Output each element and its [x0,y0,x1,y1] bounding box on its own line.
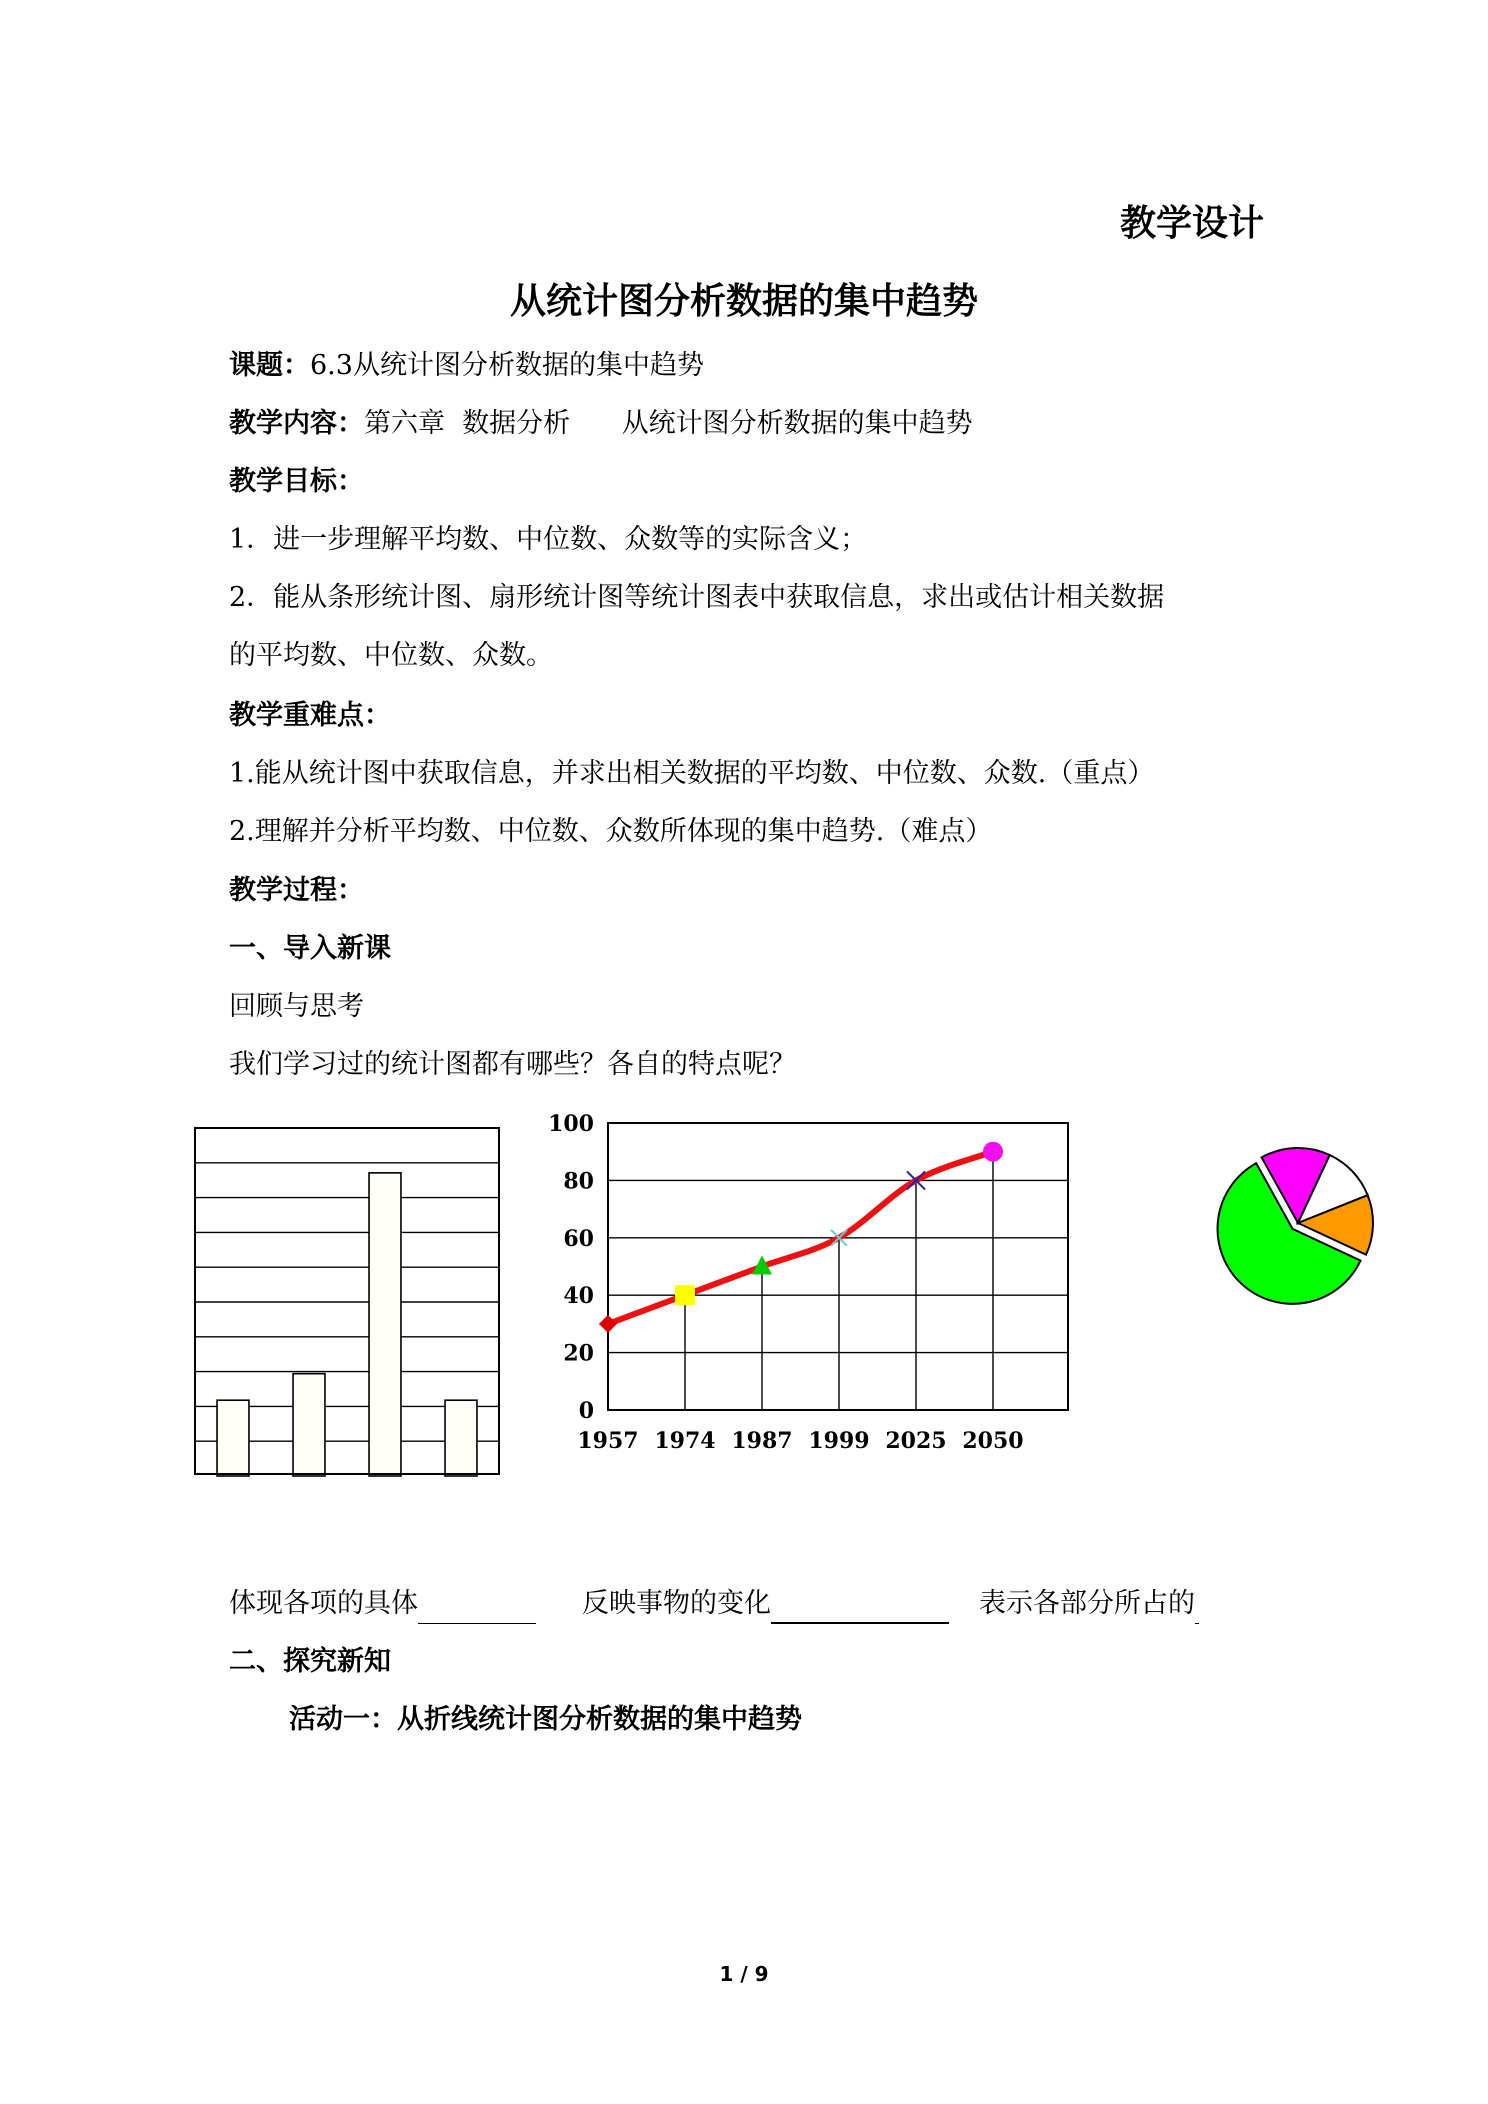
objective-item: 1．进一步理解平均数、中位数、众数等的实际含义； [229,524,868,555]
line-marker [983,1142,1003,1162]
line-chart [548,1105,1078,1465]
topic-value: 6.3从统计图分析数据的集中趋势 [310,350,704,381]
pie-chart [1200,1125,1400,1310]
bar [293,1374,325,1476]
topic-line [229,346,704,386]
topic-label: 课题： [229,350,310,381]
line-marker [599,1315,617,1333]
objective-item: 的平均数、中位数、众数。 [229,640,553,671]
y-tick-label: 60 [563,1225,594,1252]
section2-activity: 活动一：从折线统计图分析数据的集中趋势 [289,1704,802,1735]
y-tick-label: 40 [563,1283,594,1310]
objective-item: 2．能从条形统计图、扇形统计图等统计图表中获取信息，求出或估计相关数据 [229,582,1165,613]
fill-blank-line [229,1584,1199,1624]
x-tick-label: 2025 [885,1428,947,1454]
section1-question: 我们学习过的统计图都有哪些？各自的特点呢？ [229,1049,796,1080]
section1-sub: 回顾与思考 [229,991,364,1022]
keypoints-heading: 教学重难点： [229,700,391,731]
x-tick-label: 1957 [577,1428,639,1454]
content-label: 教学内容： [229,408,364,439]
fill-blank-a[interactable] [418,1593,536,1624]
bar [369,1173,401,1476]
content-value: 第六章 数据分析 从统计图分析数据的集中趋势 [364,408,973,439]
section1-title: 一、导入新课 [229,933,391,964]
doc-title: 从统计图分析数据的集中趋势 [509,281,978,322]
doc-header: 教学设计 [1119,203,1264,244]
x-tick-label: 2050 [962,1428,1024,1454]
x-tick-label: 1974 [654,1428,716,1454]
y-tick-label: 100 [548,1111,594,1137]
x-tick-label: 1999 [808,1428,870,1454]
y-tick-label: 20 [563,1340,594,1367]
fill-blank-b[interactable] [771,1592,949,1624]
y-tick-label: 80 [563,1168,594,1195]
fill-blank-b-text: 反映事物的变化 [582,1588,771,1619]
section2-title: 二、探究新知 [229,1646,391,1677]
keypoint-item: 2.理解并分析平均数、中位数、众数所体现的集中趋势.（难点） [229,816,993,847]
fill-blank-c-text: 表示各部分所占的 [979,1588,1195,1619]
fill-blank-c[interactable] [1195,1593,1199,1624]
content-line [229,404,973,444]
bar [217,1400,249,1476]
keypoint-item: 1.能从统计图中获取信息，并求出相关数据的平均数、中位数、众数.（重点） [229,758,1155,789]
bar [445,1400,477,1476]
line-chart-frame [608,1123,1068,1410]
bar-chart [194,1127,500,1477]
objectives-heading: 教学目标： [229,466,364,497]
page-number: 1 / 9 [719,1962,769,1986]
y-tick-label: 0 [578,1398,594,1424]
process-heading: 教学过程： [229,875,364,906]
x-tick-label: 1987 [731,1428,793,1454]
fill-blank-a-text: 体现各项的具体 [229,1588,418,1619]
line-marker [675,1285,695,1305]
